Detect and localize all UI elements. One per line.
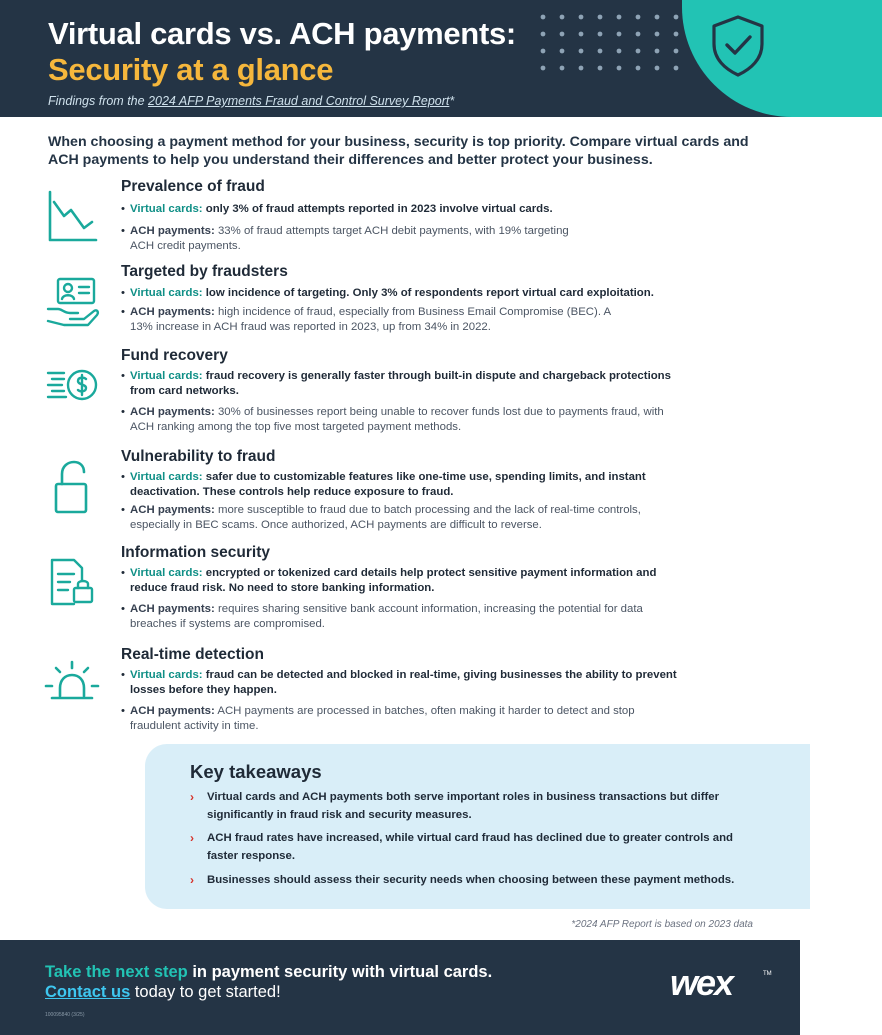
- chevron-right-icon: ›: [190, 790, 194, 804]
- cta-accent-text: Take the next step: [45, 963, 188, 981]
- wex-logo: [670, 962, 772, 1003]
- cta-line1: [45, 963, 492, 982]
- shield-check-icon: [710, 14, 766, 78]
- virtual-cards-bullet: • Virtual cards: only 3% of fraud attempts reported in 2023 involve virtual cards.: [121, 203, 553, 215]
- id-card-hand-icon: [44, 275, 102, 333]
- virtual-cards-label: Virtual cards:: [130, 287, 203, 299]
- dot-pattern-decoration: [540, 14, 690, 74]
- ach-payments-label: ACH payments:: [130, 705, 215, 717]
- takeaway-item: [190, 788, 750, 824]
- virtual-cards-text: fraud can be detected and blocked in real-time, giving businesses the ability to prevent losses before they happen.: [130, 669, 677, 696]
- ach-payments-label: ACH payments:: [130, 225, 215, 237]
- virtual-cards-label: Virtual cards:: [130, 471, 203, 483]
- page-title-line1: Virtual cards vs. ACH payments:: [48, 16, 516, 51]
- virtual-cards-label: Virtual cards:: [130, 203, 203, 215]
- ach-payments-text: 33% of fraud attempts target ACH debit payments, with 19% targeting ACH credit payments.: [130, 225, 569, 252]
- virtual-cards-bullet: • Virtual cards: fraud can be detected and blocked in real-time, giving businesses the ability to prevent losses before they happen.: [121, 669, 677, 696]
- ach-payments-text: ACH payments are processed in batches, often making it harder to detect and stop fraudulent activity in time.: [130, 705, 635, 732]
- header-banner: [0, 0, 800, 117]
- ach-payments-bullet: • ACH payments: requires sharing sensitive bank account information, increasing the potential for data breaches if systems are compromised.: [121, 603, 643, 630]
- takeaway-text: ACH fraud rates have increased, while virtual card fraud has declined due to greater controls and faster response.: [207, 832, 734, 862]
- section-title: Real-time detection: [121, 646, 264, 663]
- ach-payments-text: high incidence of fraud, especially from Business Email Compromise (BEC). A 13% increase in ACH fraud was reported in 2023, up from 34% in 2022.: [130, 306, 611, 333]
- ach-payments-bullet: • ACH payments: more susceptible to fraud due to batch processing and the lack of real-time controls, especially in BEC scams. Once authorized, ACH payments are difficult to reverse.: [121, 504, 641, 531]
- chevron-right-icon: ›: [190, 873, 194, 887]
- chevron-right-icon: ›: [190, 831, 194, 845]
- takeaway-text: Businesses should assess their security needs when choosing between these payment methods.: [207, 874, 735, 886]
- fast-dollar-coin-icon: [44, 359, 102, 417]
- svg-text:TM: TM: [763, 971, 772, 977]
- secure-document-icon: [44, 556, 102, 614]
- contact-us-link[interactable]: Contact us: [45, 983, 131, 1001]
- survey-report-link[interactable]: 2024 AFP Payments Fraud and Control Survey Report: [148, 94, 450, 108]
- takeaway-item: [190, 829, 750, 865]
- alarm-siren-icon: [44, 658, 102, 716]
- declining-chart-icon: [44, 188, 102, 246]
- contact-rest-text: today to get started!: [130, 983, 281, 1001]
- takeaway-text: Virtual cards and ACH payments both serve important roles in business transactions but differ significantly in fraud risk and security measures.: [207, 791, 720, 821]
- key-takeaways-panel: [145, 744, 810, 909]
- virtual-cards-bullet: • Virtual cards: encrypted or tokenized card details help protect sensitive payment information and reduce fraud risk. No need to store banking information.: [121, 567, 657, 594]
- footer-banner: [0, 940, 800, 1035]
- page-title-line2: Security at a glance: [48, 52, 334, 87]
- ach-payments-bullet: • ACH payments: 33% of fraud attempts target ACH debit payments, with 19% targeting ACH credit payments.: [121, 225, 569, 252]
- virtual-cards-text: only 3% of fraud attempts reported in 2023 involve virtual cards.: [202, 203, 553, 215]
- virtual-cards-text: low incidence of targeting. Only 3% of respondents report virtual card exploitation.: [202, 287, 654, 299]
- virtual-cards-text: fraud recovery is generally faster through built-in dispute and chargeback protections from card networks.: [130, 370, 671, 397]
- ach-payments-bullet: • ACH payments: high incidence of fraud, especially from Business Email Compromise (BEC). A 13% increase in ACH fraud was reported in 2023, up from 34% in 2022.: [121, 306, 611, 333]
- cta-line2: [45, 983, 281, 1002]
- ach-payments-bullet: • ACH payments: 30% of businesses report being unable to recover funds lost due to payments fraud, with ACH ranking among the top five most targeted payment methods.: [121, 406, 664, 433]
- ach-payments-label: ACH payments:: [130, 603, 215, 615]
- footnote: *2024 AFP Report is based on 2023 data: [571, 919, 753, 930]
- findings-caption: [48, 94, 454, 108]
- ach-payments-text: more susceptible to fraud due to batch processing and the lack of real-time controls, especially in BEC scams. Once authorized, ACH payments are difficult to reverse.: [130, 504, 641, 531]
- ach-payments-label: ACH payments:: [130, 406, 215, 418]
- ach-payments-label: ACH payments:: [130, 504, 215, 516]
- virtual-cards-text: encrypted or tokenized card details help protect sensitive payment information and reduce fraud risk. No need to store banking information.: [130, 567, 657, 594]
- virtual-cards-label: Virtual cards:: [130, 370, 203, 382]
- ach-payments-bullet: • ACH payments: ACH payments are processed in batches, often making it harder to detect and stop fraudulent activity in time.: [121, 705, 635, 732]
- document-id: 100095840 (3/25): [45, 1012, 85, 1018]
- ach-payments-text: requires sharing sensitive bank account information, increasing the potential for data breaches if systems are compromised.: [130, 603, 643, 630]
- section-title: Prevalence of fraud: [121, 178, 265, 195]
- section-title: Information security: [121, 544, 270, 561]
- key-takeaways-title: Key takeaways: [190, 761, 322, 782]
- virtual-cards-bullet: • Virtual cards: low incidence of targeting. Only 3% of respondents report virtual card exploitation.: [121, 287, 654, 299]
- findings-suffix: *: [449, 94, 455, 108]
- virtual-cards-bullet: • Virtual cards: safer due to customizable features like one-time use, spending limits, and instant deactivation. These controls help reduce exposure to fraud.: [121, 471, 646, 498]
- virtual-cards-label: Virtual cards:: [130, 669, 203, 681]
- virtual-cards-bullet: • Virtual cards: fraud recovery is generally faster through built-in dispute and chargeback protections from card networks.: [121, 370, 671, 397]
- ach-payments-text: 30% of businesses report being unable to recover funds lost due to payments fraud, with ACH ranking among the top five most targeted payment methods.: [130, 406, 664, 433]
- ach-payments-label: ACH payments:: [130, 306, 215, 318]
- takeaway-item: [190, 871, 770, 889]
- unlocked-padlock-icon: [44, 460, 102, 518]
- section-title: Vulnerability to fraud: [121, 448, 276, 465]
- virtual-cards-text: safer due to customizable features like one-time use, spending limits, and instant deactivation. These controls help reduce exposure to fraud.: [130, 471, 646, 498]
- section-title: Targeted by fraudsters: [121, 263, 288, 280]
- virtual-cards-label: Virtual cards:: [130, 567, 203, 579]
- wex-logo-text: wex: [670, 962, 733, 1003]
- cta-rest-text: in payment security with virtual cards.: [187, 963, 493, 981]
- findings-prefix: Findings from the: [48, 94, 149, 108]
- intro-paragraph: When choosing a payment method for your business, security is top priority. Compare virtual cards and ACH payments to help you understand their differences and better protect your business.: [48, 134, 749, 168]
- section-title: Fund recovery: [121, 347, 228, 364]
